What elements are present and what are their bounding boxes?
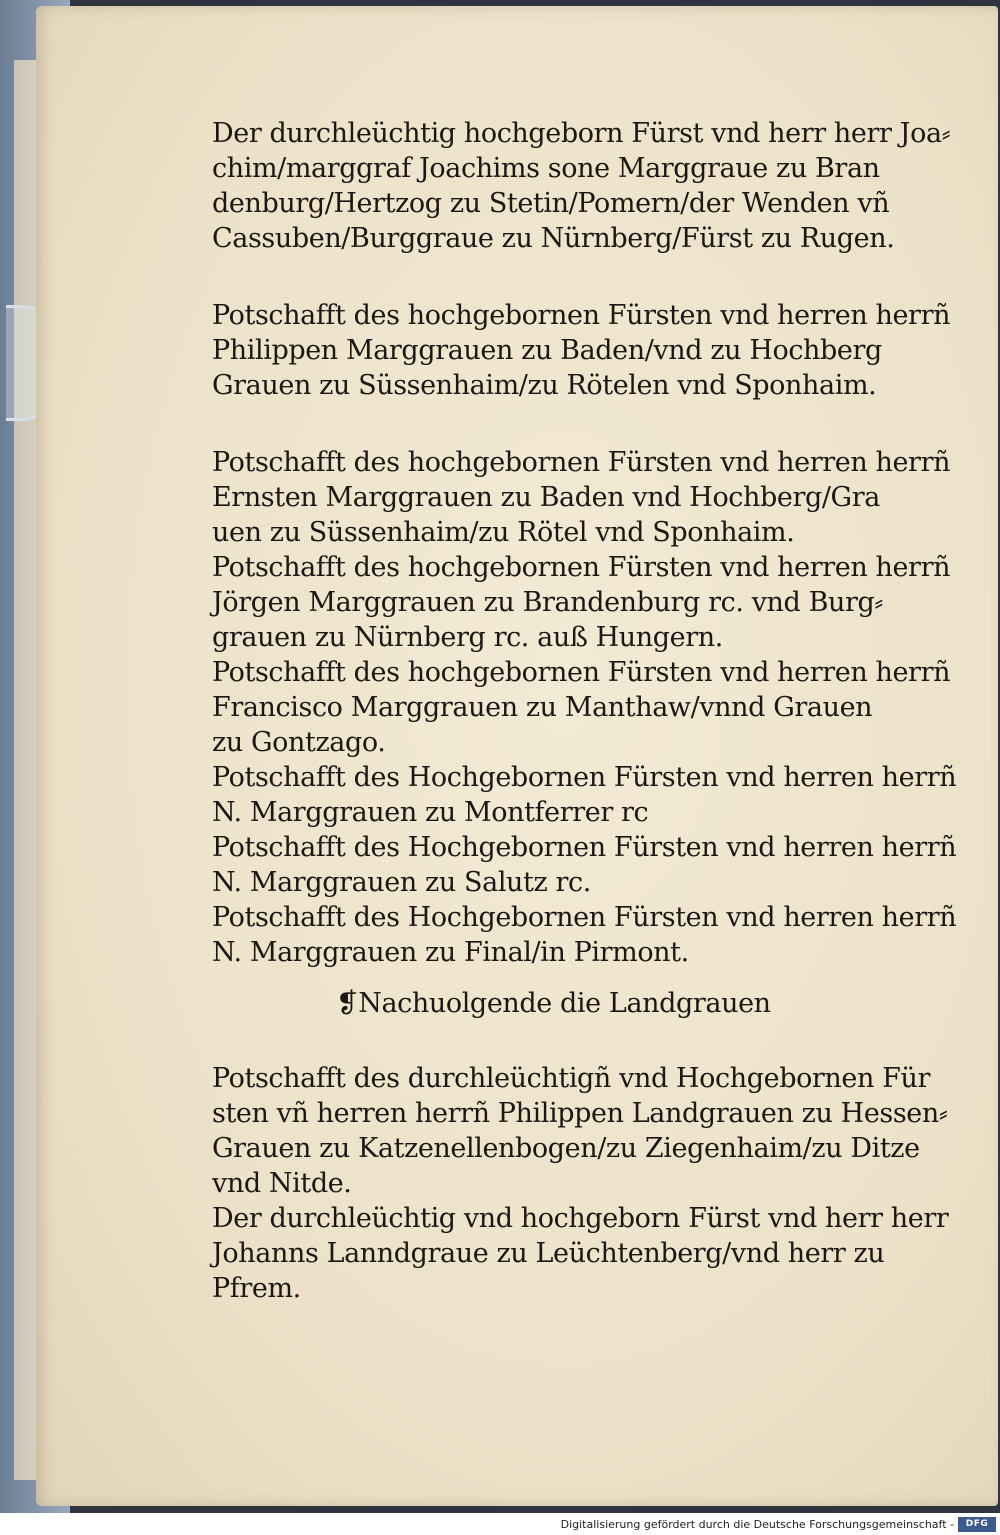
text-line: Jörgen Marggrauen zu Brandenburg rc. vnd Burg⸗ [212,587,884,618]
text-line: Potschafft des durchleüchtigñ vnd Hochgebornen Für [212,1063,931,1094]
section-heading: ❡Nachuolgende die Landgrauen [336,988,771,1019]
text-line: Cassuben/Burggraue zu Nürnberg/Fürst zu Rugen. [212,223,895,254]
text-line: Potschafft des hochgebornen Fürsten vnd herren herrñ [212,300,951,331]
dfg-logo-icon: DFG [958,1517,996,1532]
text-line: Grauen zu Süssenhaim/zu Rötelen vnd Sponhaim. [212,370,877,401]
text-line: grauen zu Nürnberg rc. auß Hungern. [212,622,723,653]
text-line: Potschafft des hochgebornen Fürsten vnd herren herrñ [212,657,951,688]
text-line: sten vñ herren herrñ Philippen Landgrauen zu Hessen⸗ [212,1098,948,1129]
text-line: N. Marggrauen zu Salutz rc. [212,867,591,898]
text-line: Potschafft des Hochgebornen Fürsten vnd herren herrñ [212,832,957,863]
page-text [212,116,957,1306]
text-line: Der durchleüchtig vnd hochgeborn Fürst vnd herr herr [212,1203,949,1234]
text-line: Pfrem. [212,1273,301,1304]
text-line: Potschafft des Hochgebornen Fürsten vnd herren herrñ [212,762,957,793]
paragraph-landgraves [212,1061,952,1306]
book-page [36,6,998,1506]
footer-bar [0,1515,1000,1535]
text-line: Philippen Marggrauen zu Baden/vnd zu Hochberg [212,335,882,366]
funding-credit: Digitalisierung gefördert durch die Deutsche Forschungsgemeinschaft - [560,1518,954,1531]
text-line: Grauen zu Katzenellenbogen/zu Ziegenhaim/zu Ditze [212,1133,920,1164]
text-line: Potschafft des hochgebornen Fürsten vnd herren herrñ [212,552,951,583]
text-line: Johanns Lanndgraue zu Leüchtenberg/vnd herr zu [212,1238,885,1269]
text-line: Potschafft des hochgebornen Fürsten vnd herren herrñ [212,447,951,478]
text-line: vnd Nitde. [212,1168,352,1199]
text-line: N. Marggrauen zu Montferrer rc [212,797,649,828]
text-line: denburg/Hertzog zu Stetin/Pomern/der Wenden vñ [212,188,890,219]
paragraph-philippen [212,298,952,403]
paragraph-margraves [212,445,957,970]
text-line: Potschafft des Hochgebornen Fürsten vnd herren herrñ [212,902,957,933]
text-line: N. Marggrauen zu Final/in Pirmont. [212,937,689,968]
text-line: Der durchleüchtig hochgeborn Fürst vnd herr herr Joa⸗ [212,118,951,149]
text-line: uen zu Süssenhaim/zu Rötel vnd Sponhaim. [212,517,795,548]
text-line: Ernsten Marggrauen zu Baden vnd Hochberg/Gra [212,482,880,513]
paragraph-joachim [212,116,952,256]
text-line: zu Gontzago. [212,727,386,758]
text-line: Francisco Marggrauen zu Manthaw/vnnd Grauen [212,692,873,723]
text-line: chim/marggraf Joachims sone Marggraue zu Bran [212,153,880,184]
